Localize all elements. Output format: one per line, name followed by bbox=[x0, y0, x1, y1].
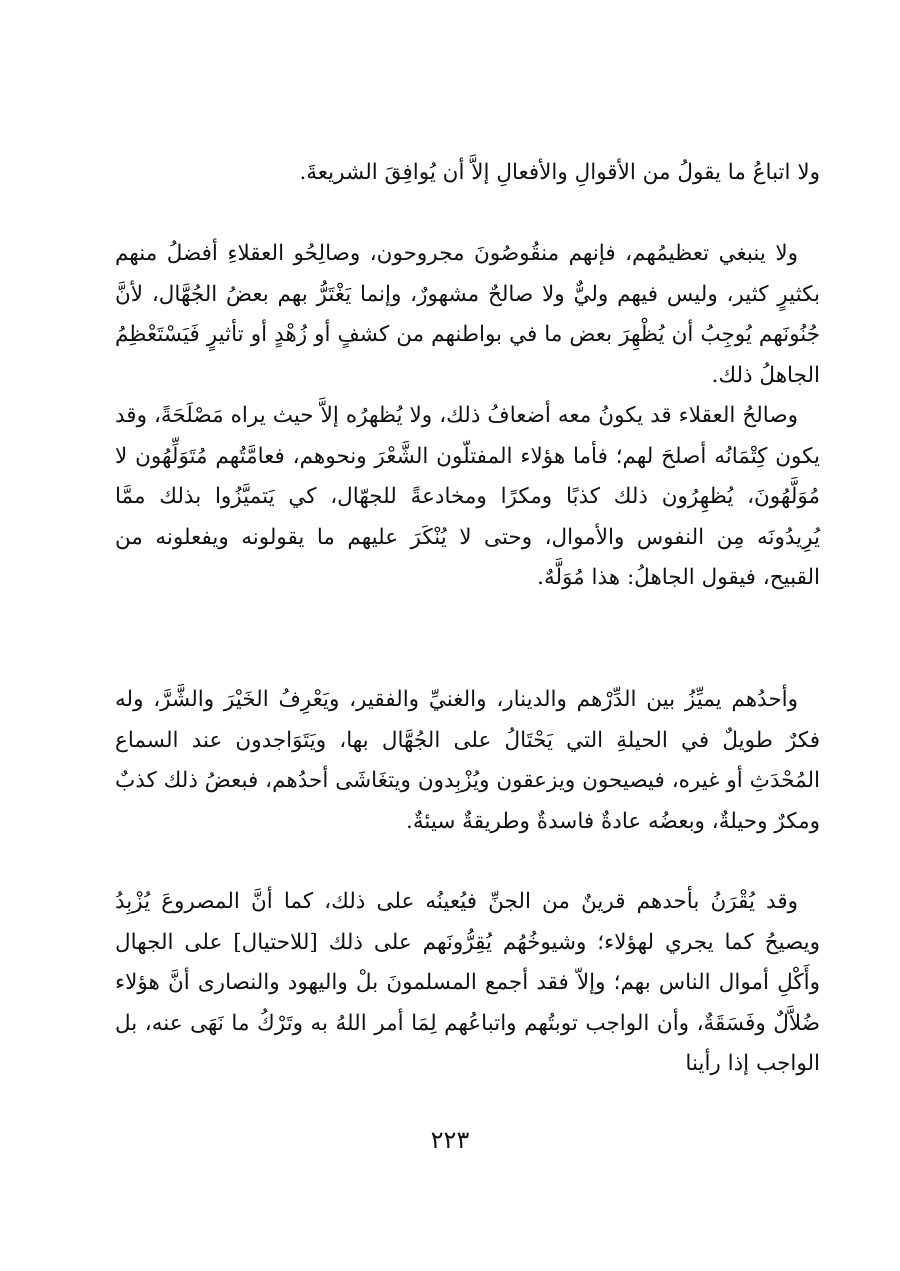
paragraph-3: وصالحُ العقلاء قد يكونُ معه أضعافُ ذلك، ولا يُظهرُه إلاَّ حيث يراه مَصْلَحَةً، وقد يكون كِتْمَانُه أصلحَ لهم؛ فأما هؤلاء المفتلّون الشَّعْرَ ونحوهم، فعامَّتُهم مُتَوَلِّهُون لا مُوَلَّهُونَ، يُظهِرُون ذلك كذبًا ومكرًا ومخادعةً للجهّال، كي يَتميَّزُوا بذلك ممَّا يُرِيدُونَه مِن النفوس والأموال، وحتى لا يُنْكَرَ عليهم ما يقولونه ويفعلونه من القبيح، فيقول الجاهلُ: هذا مُوَلَّهٌ. bbox=[115, 403, 820, 590]
paragraph-1: ولا اتباعُ ما يقولُ من الأقوالِ والأفعالِ إلاَّ أن يُوافِقَ الشريعةَ. bbox=[299, 160, 820, 185]
page-number: ٢٢٣ bbox=[430, 1126, 470, 1154]
paragraph-4: وأحدُهم يميِّزُ بين الدِّرْهم والدينار، والغنيِّ والفقير، ويَعْرِفُ الخَيْرَ والشَّرَّ، وله فكرٌ طويلٌ في الحيلةِ التي يَحْتَالُ على الجُهَّال بها، ويَتَوَاجدون عند السماع المُحْدَثِ أو غيره، فيصيحون ويزعقون ويُزْبِدون ويتغَاشَى أحدُهم، فبعضُ ذلك كذبٌ ومكرٌ وحيلةٌ، وبعضُه عادةٌ فاسدةٌ وطريقةٌ سيئةٌ. bbox=[115, 687, 820, 834]
paragraph-5: وقد يُقْرَنُ بأحدهم قرينٌ من الجنِّ فيُعينُه على ذلك، كما أنَّ المصروعَ يُزْبِدُ ويصيحُ كما يجري لهؤلاء؛ وشيوخُهُم يُقِرُّونَهم على ذلك [للاحتيال] على الجهال وأَكْلِ أموال الناس بهم؛ وإلاّ فقد أجمع المسلمونَ بلْ واليهود والنصارى أنَّ هؤلاء ضُلاَّلٌ وفَسَقَةٌ، وأن الواجب توبتُهم واتباعُهم لِمَا أمر اللهُ به وتَرْكُ ما نَهَى عنه، بل الواجب إذا رأينا bbox=[115, 889, 820, 1076]
paragraph-2: ولا ينبغي تعظيمُهم، فإنهم منقُوصُونَ مجروحون، وصالِحُو العقلاءِ أفضلُ منهم بكثيرٍ كثير، وليس فيهم وليٌّ ولا صالحٌ مشهورٌ، وإنما يَغْتَرُّ بهم بعضُ الجُهَّال، لأنَّ جُنُونَهم يُوجِبُ أن يُظْهِرَ بعض ما في بواطنهم من كشفٍ أو زُهْدٍ أو تأثيرٍ فَيَسْتَعْظِمُ الجاهلُ ذلك. bbox=[115, 241, 820, 388]
